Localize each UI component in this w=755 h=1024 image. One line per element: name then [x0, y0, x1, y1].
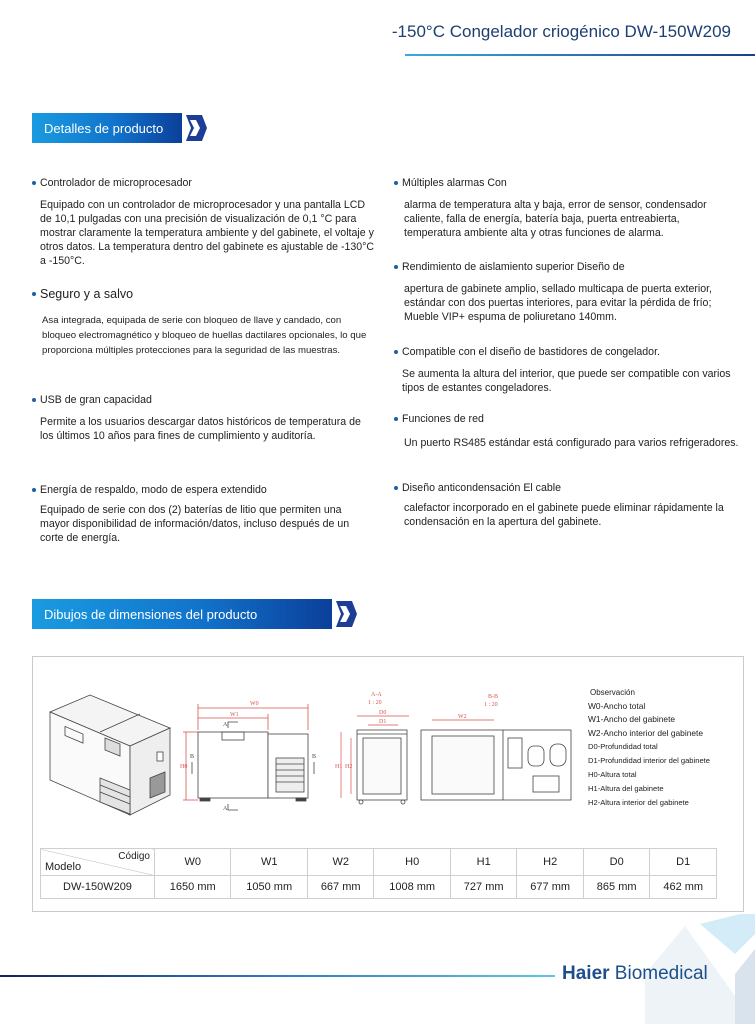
feature-body: apertura de gabinete amplio, sellado multicapa de puerta exterior, estándar con dos puertas interiores, para evitar la pérdida de frío; Mueble VIP+ espuma de poliuretano 140mm.: [404, 283, 712, 323]
legend-item: W0-Ancho total: [588, 701, 646, 711]
feature-title: Funciones de red: [402, 413, 484, 425]
section-marker-a: A: [223, 722, 228, 728]
dim-label-h2: H2: [345, 764, 353, 770]
feature-body: alarma de temperatura alta y baja, error de sensor, condensador caliente, falla de energía, batería baja, puerta entreabierta, temperatura ambiente alta y otras funciones de alarma.: [404, 199, 707, 239]
section-marker-b: B: [190, 754, 195, 760]
table-cell: 1650 mm: [155, 876, 231, 899]
feature-body: Permite a los usuarios descargar datos históricos de temperatura de los últimos 10 años para fines de cumplimiento y auditoría.: [40, 416, 361, 442]
header-codigo: Código: [118, 851, 150, 862]
page-title: -150°C Congelador criogénico DW-150W209: [391, 22, 731, 41]
feature-item: [394, 176, 739, 240]
section-marker-a: A: [223, 806, 228, 812]
brand-logo-rest: Biomedical: [609, 963, 708, 984]
bullet-icon: [394, 350, 398, 354]
feature-title: USB de gran capacidad: [40, 394, 152, 406]
section-aa-scale: 1 : 20: [368, 700, 382, 706]
brand-logo: [562, 963, 708, 985]
table-corner-cell: [41, 849, 155, 876]
feature-title: Controlador de microprocesador: [40, 177, 192, 189]
feature-body: Equipado de serie con dos (2) baterías de litio que permiten una mayor disponibilidad de información/datos, incluso después de un corte de energía.: [40, 504, 350, 544]
table-cell: 677 mm: [517, 876, 584, 899]
column-header: W2: [307, 849, 374, 876]
section-bb-drawing: [418, 688, 578, 810]
feature-item: [394, 412, 739, 449]
section-banner-dimensions: [32, 599, 360, 629]
legend-title: Observación: [590, 688, 635, 697]
feature-title: Rendimiento de aislamiento superior Diseño de: [402, 261, 625, 273]
bullet-icon: [32, 398, 36, 402]
column-header: W1: [231, 849, 307, 876]
column-header: H2: [517, 849, 584, 876]
bullet-icon: [32, 292, 36, 296]
footer-divider: [0, 975, 555, 977]
feature-title: Seguro y a salvo: [40, 287, 134, 301]
feature-item: [32, 393, 372, 443]
bullet-icon: [394, 417, 398, 421]
feature-item: [32, 176, 377, 268]
feature-body: calefactor incorporado en el gabinete puede eliminar rápidamente la condensación en la apertura del gabinete.: [404, 502, 724, 528]
feature-title: Múltiples alarmas Con: [402, 177, 507, 189]
dimensions-table: [40, 848, 717, 899]
model-cell: DW-150W209: [41, 876, 155, 899]
brand-logo-bold: Haier: [562, 963, 610, 984]
section-marker-b: B: [312, 754, 317, 760]
section-title-dimensions: Dibujos de dimensiones del producto: [32, 599, 332, 629]
dim-label-w1: W1: [230, 712, 239, 718]
chevron-right-icon: [176, 113, 210, 143]
table-cell: 727 mm: [450, 876, 517, 899]
feature-body: Se aumenta la altura del interior, que puede ser compatible con varios tipos de estantes congeladores.: [402, 368, 731, 394]
feature-body: Equipado con un controlador de microprocesador y una pantalla LCD de 10,1 pulgadas con una precisión de visualización de 0,1 °C para mostrar claramente la temperatura ambiente y del gabinete, el voltaje y otros datos. La temperatura dentro del gabinete es ajustable de -130°C a -150°C.: [40, 199, 375, 267]
legend-item: D0-Profundidad total: [588, 742, 658, 751]
dim-label-w2: W2: [458, 714, 467, 720]
feature-title: Energía de respaldo, modo de espera extendido: [40, 484, 267, 496]
table-cell: 462 mm: [650, 876, 717, 899]
section-aa-drawing: [335, 688, 415, 810]
dim-label-h1: H1: [335, 764, 343, 770]
feature-item: [394, 260, 739, 324]
dim-label-w0: W0: [250, 701, 259, 707]
bullet-icon: [394, 265, 398, 269]
bullet-icon: [394, 486, 398, 490]
legend-item: W2-Ancho interior del gabinete: [588, 728, 703, 738]
section-bb-scale: 1 : 20: [484, 702, 498, 708]
dim-label-h0: H0: [180, 764, 188, 770]
bullet-icon: [32, 488, 36, 492]
feature-body: Un puerto RS485 estándar está configurado para varios refrigeradores.: [404, 437, 739, 449]
header-modelo: Modelo: [45, 861, 82, 873]
section-title-details: Detalles de producto: [32, 113, 182, 143]
section-bb-title: B-B: [488, 694, 499, 700]
bullet-icon: [394, 181, 398, 185]
dim-label-d0: D0: [379, 710, 387, 716]
bullet-icon: [32, 181, 36, 185]
table-cell: 667 mm: [307, 876, 374, 899]
feature-title: Compatible con el diseño de bastidores de congelador.: [402, 346, 660, 358]
column-header: H0: [374, 849, 450, 876]
section-aa-title: A-A: [371, 692, 382, 698]
column-header: H1: [450, 849, 517, 876]
legend-item: H2-Altura interior del gabinete: [588, 798, 689, 807]
legend-item: H1-Altura del gabinete: [588, 784, 664, 793]
feature-item: [394, 481, 739, 529]
feature-item: [394, 345, 739, 395]
table-cell: 1050 mm: [231, 876, 307, 899]
section-banner-details: [32, 113, 210, 143]
legend-item: H0-Altura total: [588, 770, 637, 779]
feature-body: Asa integrada, equipada de serie con bloqueo de llave y candado, con bloqueo electromagnético y bloqueo de huellas dactilares opcionales, lo que proporciona múltiples protecciones para la seguridad de las muestras.: [42, 315, 367, 356]
table-cell: 1008 mm: [374, 876, 450, 899]
front-view-drawing: [180, 690, 330, 818]
feature-item: [32, 483, 372, 545]
freezer-isometric-illustration: [45, 690, 175, 820]
dim-label-d1: D1: [379, 719, 387, 725]
legend-item: D1-Profundidad interior del gabinete: [588, 756, 711, 765]
column-header: W0: [155, 849, 231, 876]
legend-item: W1-Ancho del gabinete: [588, 714, 676, 724]
chevron-right-icon: [326, 599, 360, 629]
dimension-legend: [588, 686, 710, 810]
title-divider: [405, 54, 755, 56]
column-header: D1: [650, 849, 717, 876]
column-header: D0: [583, 849, 650, 876]
table-header-row: [41, 849, 717, 876]
table-cell: 865 mm: [583, 876, 650, 899]
feature-item: [32, 287, 372, 358]
table-row: [41, 876, 717, 899]
feature-title: Diseño anticondensación El cable: [402, 482, 562, 494]
